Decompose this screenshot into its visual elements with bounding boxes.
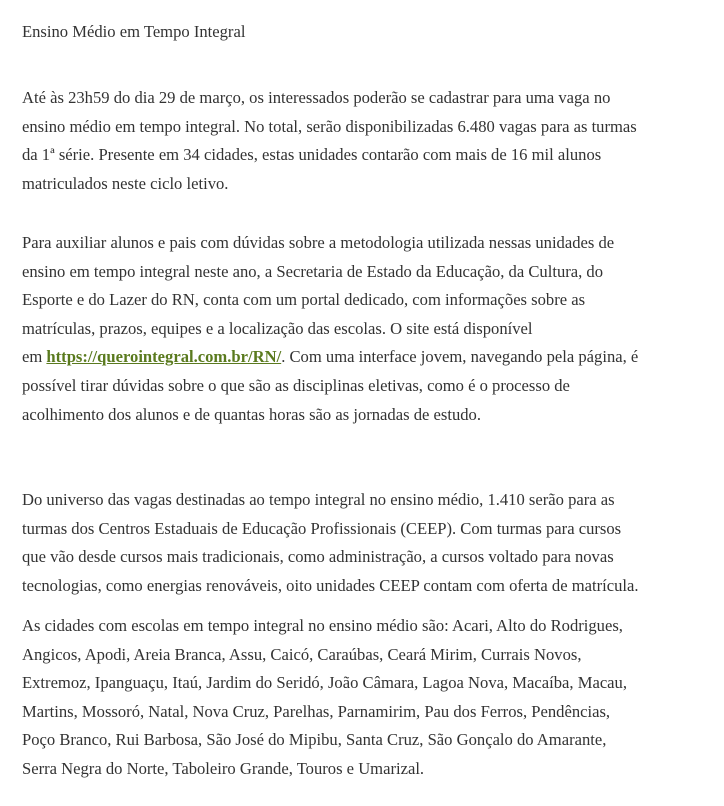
text-line-with-link — [22, 343, 638, 372]
text-line: As cidades com escolas em tempo integral no ensino médio são: Acari, Alto do Rodrigues, — [22, 616, 623, 635]
text-line: matrículas, prazos, equipes e a localização das escolas. O site está disponível — [22, 318, 533, 338]
text-line: Serra Negra do Norte, Taboleiro Grande, Touros e Umarizal. — [22, 758, 425, 778]
text-line: Do universo das vagas destinadas ao tempo integral no ensino médio, 1.410 serão para as — [22, 490, 615, 509]
text-line: Angicos, Apodi, Areia Branca, Assu, Caicó, Caraúbas, Ceará Mirim, Currais Novos, — [22, 644, 582, 664]
text-line: Extremoz, Ipanguaçu, Itaú, Jardim do Seridó, João Câmara, Lagoa Nova, Macaíba, Macau, — [22, 673, 627, 693]
text-line: acolhimento dos alunos e de quantas horas são as jornadas de estudo. — [22, 404, 481, 424]
text-line: Esporte e do Lazer do RN, conta com um portal dedicado, com informações sobre as — [22, 290, 586, 310]
text-line: turmas dos Centros Estaduais de Educação Profissionais (CEEP). Com turmas para cursos — [22, 518, 622, 538]
text-line: Para auxiliar alunos e pais com dúvidas sobre a metodologia utilizada nessas unidades de — [22, 233, 615, 252]
text-line: Poço Branco, Rui Barbosa, São José do Mipibu, Santa Cruz, São Gonçalo do Amarante, — [22, 730, 607, 750]
paragraph-ceep — [22, 486, 639, 600]
text-line: Martins, Mossoró, Natal, Nova Cruz, Parelhas, Parnamirim, Pau dos Ferros, Pendências, — [22, 701, 611, 721]
text-line: matriculados neste ciclo letivo. — [22, 173, 229, 193]
text-line: possível tirar dúvidas sobre o que são as disciplinas eletivas, como é o processo de — [22, 375, 570, 395]
portal-link[interactable]: https://querointegral.com.br/RN/ — [46, 347, 282, 367]
text-line: ensino em tempo integral neste ano, a Secretaria de Estado da Educação, da Cultura, do — [22, 261, 604, 281]
paragraph-enrollment — [22, 84, 637, 198]
paragraph-cities — [22, 612, 627, 784]
text-line: da 1ª série. Presente em 34 cidades, estas unidades contarão com mais de 16 mil alunos — [22, 145, 602, 165]
text-line: Até às 23h59 do dia 29 de março, os interessados poderão se cadastrar para uma vaga no — [22, 88, 611, 107]
article-title: Ensino Médio em Tempo Integral — [22, 22, 246, 41]
link-prefix: em — [22, 347, 47, 367]
text-line: ensino médio em tempo integral. No total, serão disponibilizadas 6.480 vagas para as turmas — [22, 116, 637, 136]
text-line: que vão desde cursos mais tradicionais, como administração, a cursos voltado para novas — [22, 547, 614, 567]
text-line: tecnologias, como energias renováveis, oito unidades CEEP contam com oferta de matrícula. — [22, 575, 639, 595]
paragraph-portal — [22, 229, 638, 429]
link-suffix: . Com uma interface jovem, navegando pela página, é — [281, 347, 639, 367]
